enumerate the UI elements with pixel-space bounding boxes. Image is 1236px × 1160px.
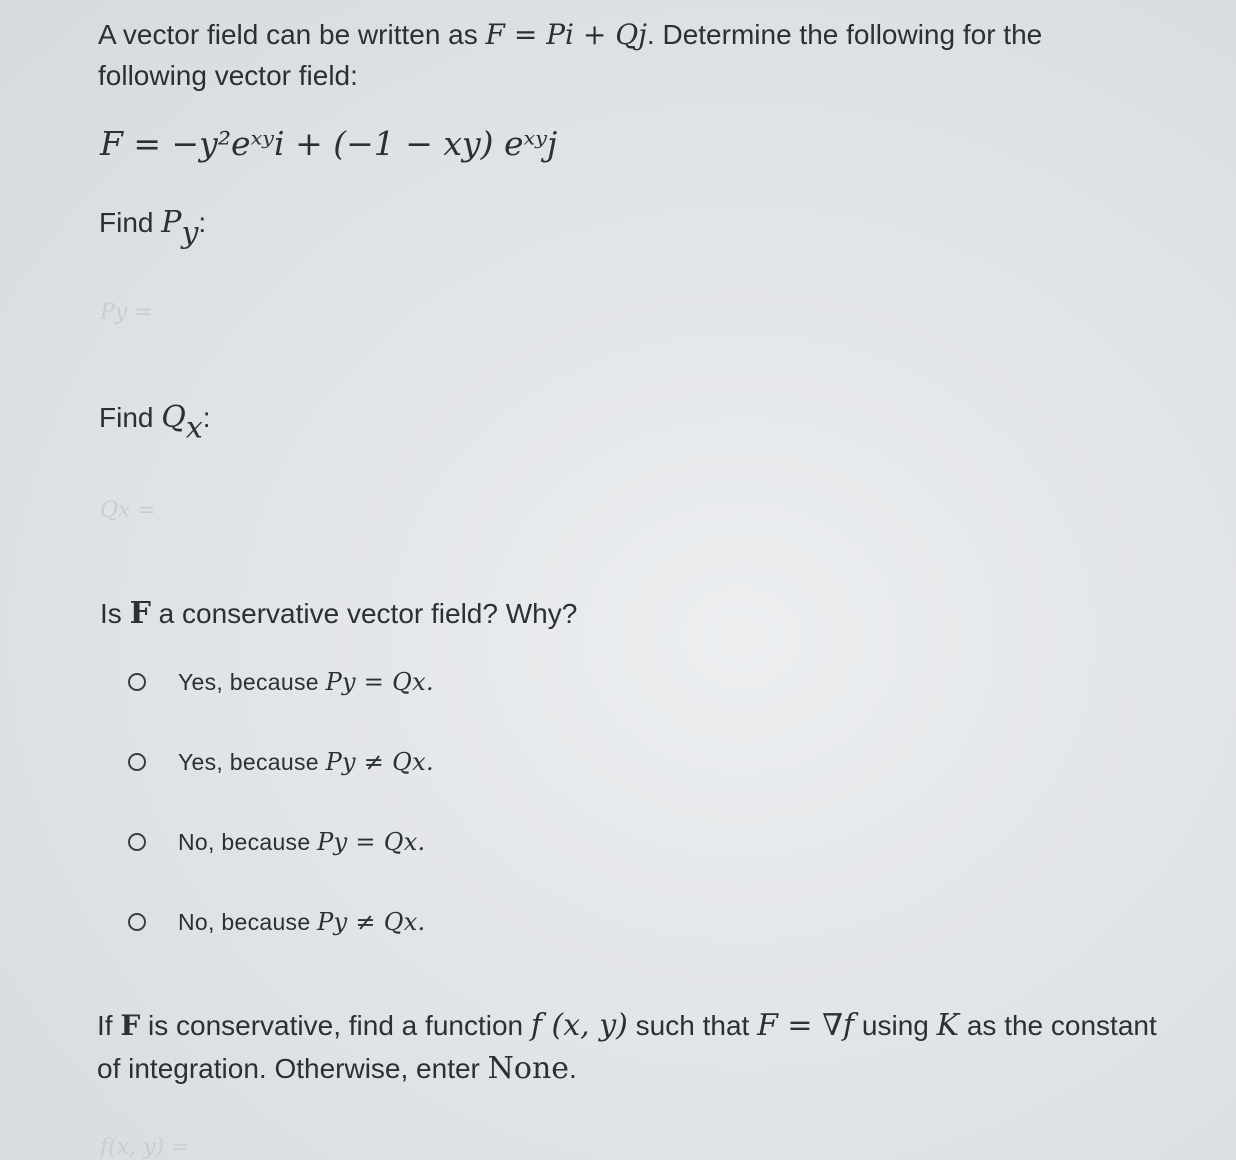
potential-function-prompt: [97, 1004, 1177, 1090]
intro-text-before: A vector field can be written as: [98, 19, 486, 50]
option-yes-not-equal[interactable]: [128, 744, 434, 780]
find-qx-suffix: :: [202, 402, 211, 433]
qx-answer-input[interactable]: [100, 490, 700, 530]
intro-formula: F = Pi + Qj: [485, 18, 647, 51]
option-text: No, because: [178, 829, 318, 855]
option-yes-equal[interactable]: [128, 664, 434, 700]
option-label: [178, 748, 434, 776]
py-answer-input[interactable]: [100, 292, 700, 332]
radio-button[interactable]: [128, 753, 146, 771]
question-suffix: a conservative vector field? Why?: [150, 598, 578, 629]
option-label: [178, 828, 425, 856]
find-py-suffix: :: [198, 207, 207, 238]
find-py-subscript: y: [181, 215, 199, 251]
question-prefix: Is: [100, 598, 130, 629]
find-qx-variable: Q: [161, 400, 186, 435]
potential-function-input[interactable]: [100, 1134, 700, 1160]
vector-field-formula: F = −y²eˣʸi + (−1 − xy) eˣʸj: [100, 124, 558, 163]
option-no-equal[interactable]: [128, 824, 425, 860]
option-label: [178, 908, 425, 936]
final-symbol-f: F: [120, 1009, 141, 1042]
option-relation: Py ≠ Qx.: [317, 908, 426, 936]
intro-text: [98, 14, 1158, 96]
conservative-question: [100, 596, 577, 631]
final-none-word: None: [487, 1051, 570, 1086]
option-text: Yes, because: [178, 749, 326, 775]
intro-text-after: . Determine the following for the following vector field:: [98, 19, 1043, 91]
final-part4: using: [854, 1010, 937, 1041]
final-constant: K: [936, 1008, 960, 1043]
final-part3: such that: [627, 1010, 758, 1041]
option-relation: Py = Qx.: [317, 828, 426, 856]
radio-button[interactable]: [128, 913, 146, 931]
option-label: [178, 668, 434, 696]
final-part2: is conservative, find a function: [140, 1010, 531, 1041]
find-py-variable: P: [161, 205, 182, 240]
radio-button[interactable]: [128, 673, 146, 691]
option-text: Yes, because: [178, 669, 326, 695]
find-py-label: [99, 205, 206, 251]
option-relation: Py ≠ Qx.: [325, 748, 434, 776]
final-part5: as the constant of integration. Otherwise, enter: [97, 1010, 1157, 1084]
find-qx-label: [99, 400, 211, 446]
find-qx-subscript: x: [185, 410, 203, 446]
radio-button[interactable]: [128, 833, 146, 851]
option-text: No, because: [178, 909, 318, 935]
final-func: f (x, y): [530, 1008, 628, 1043]
final-part6: .: [569, 1053, 577, 1084]
find-py-prefix: Find: [99, 207, 162, 238]
final-gradient-eq: F = ∇f: [757, 1008, 855, 1043]
question-symbol: F: [129, 596, 151, 631]
find-qx-prefix: Find: [99, 402, 162, 433]
option-no-not-equal[interactable]: [128, 904, 425, 940]
final-part1: If: [97, 1010, 121, 1041]
option-relation: Py = Qx.: [325, 668, 434, 696]
